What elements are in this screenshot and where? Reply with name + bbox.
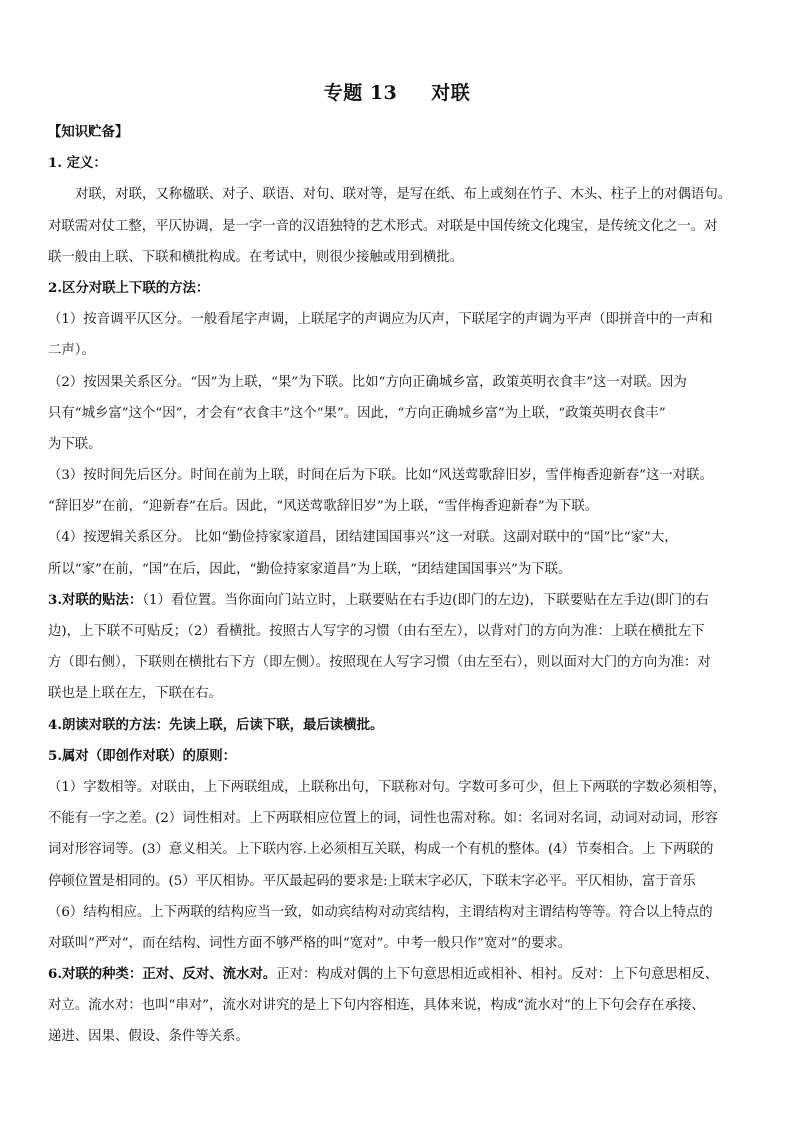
document-body xyxy=(48,117,748,1053)
text-line xyxy=(48,304,748,335)
text-line xyxy=(48,522,748,553)
section-heading xyxy=(48,117,748,148)
section-heading xyxy=(48,273,748,304)
text-line xyxy=(48,585,748,616)
page-title xyxy=(0,78,794,105)
text-line xyxy=(48,554,748,585)
text-line xyxy=(48,990,748,1021)
line-text: 对联，对联，又称楹联、对子、联语、对句、联对等，是写在纸、布上或刻在竹子、木头、柱子上的对偶语句。 xyxy=(75,187,732,203)
text-line xyxy=(48,866,748,897)
text-line xyxy=(48,491,748,522)
line-text: （4）按逻辑关系区分。 比如“勤俭持家家道昌，团结建国国事兴”这一对联。这副对联中的“国”比“家”大， xyxy=(48,530,678,546)
text-line xyxy=(48,367,748,398)
text-line xyxy=(48,211,748,242)
line-text: 词对形容词等。(3）意义相关。上下联内容.上必须相互关联，构成一个有机的整体。(4）节奏相合。上 下两联的 xyxy=(48,842,714,858)
line-text: 为下联。 xyxy=(48,436,102,452)
line-text: 对联需对仗工整，平仄协调，是一字一音的汉语独特的艺术形式。对联是中国传统文化瑰宝，是传统文化之一。对 xyxy=(48,218,718,234)
text-line xyxy=(48,429,748,460)
text-line xyxy=(48,803,748,834)
line-text: （1）看位置。当你面向门站立时，上联要贴在右手边(即门的左边)，下联要贴在左手边(即门的右 xyxy=(142,592,709,608)
text-line xyxy=(48,772,748,803)
line-text: （2）按因果关系区分。“因”为上联，“果”为下联。比如“方向正确城乡富，政策英明衣食丰”这一对联。因为 xyxy=(48,374,687,390)
bold-lead: 2.区分对联上下联的方法： xyxy=(48,279,210,296)
line-text: 对联叫”严对”，而在结构、词性方面不够严格的叫“宽对”。中考一般只作”宽对”的要求。 xyxy=(48,935,572,951)
text-line xyxy=(48,616,748,647)
bold-lead: 3.对联的贴法： xyxy=(48,591,143,608)
bold-lead: 4.朗读对联的方法：先读上联，后读下联，最后读横批。 xyxy=(48,716,384,733)
line-text: 递进、因果、假设、条件等关系。 xyxy=(48,1029,249,1045)
line-text: 停顿位置是相同的。(5）平仄相协。平仄最起码的要求是:上联末字必仄，下联末字必平。平仄相协，富于音乐 xyxy=(48,873,696,889)
line-text: （1）字数相等。对联由，上下两联组成，上联称出句，下联称对句。字数可多可少，但上下两联的字数必须相等， xyxy=(48,779,727,795)
text-line xyxy=(48,242,748,273)
line-text: 二声）。 xyxy=(48,343,95,359)
line-text: 所以“家”在前，“国”在后，因此，“勤俭持家家道昌”为上联，“团结建国国事兴”为下联。 xyxy=(48,561,572,577)
bold-lead: 【知识贮备】 xyxy=(48,124,129,140)
text-line xyxy=(48,335,748,366)
line-text: 正对：构成对偶的上下句意思相近或相补、相衬。反对：上下句意思相反、 xyxy=(276,967,719,983)
line-text: 对立。流水对：也叫“串对”，流水对讲究的是上下句内容相连，具体来说，构成“流水对”的上下句会存在承接、 xyxy=(48,998,705,1014)
line-text: （1）按音调平仄区分。一般看尾字声调，上联尾字的声调应为仄声，下联尾字的声调为平声（即拼音中的一声和 xyxy=(48,312,713,328)
title-topic: 对联 xyxy=(431,82,471,104)
title-prefix: 专题 13 xyxy=(323,82,398,104)
text-line xyxy=(48,460,748,491)
section-heading xyxy=(48,148,748,179)
bold-lead: 1. 定义： xyxy=(48,155,107,172)
line-text: 联也是上联在左，下联在右。 xyxy=(48,686,223,702)
line-text: （3）按时间先后区分。时间在前为上联，时间在后为下联。比如“风送莺歌辞旧岁，雪伴梅香迎新春”这一对联。 xyxy=(48,468,713,484)
text-line xyxy=(48,398,748,429)
line-text: 联一般由上联、下联和横批构成。在考试中，则很少接触或用到横批。 xyxy=(48,249,464,265)
text-line xyxy=(48,928,748,959)
line-text: （6）结构相应。上下两联的结构应当一致，如动宾结构对动宾结构，主谓结构对主谓结构等等。符合以上特点的 xyxy=(48,904,713,920)
line-text: 方（即右侧），下联则在横批右下方（即左侧）。按照现在人写字习惯（由左至右），则以面对大门的方向为准：对 xyxy=(48,655,711,671)
text-line xyxy=(48,897,748,928)
text-line xyxy=(48,179,748,210)
line-text: 只有“城乡富”这个“因”，才会有“衣食丰”这个“果”。因此，“方向正确城乡富”为上联，“政策英明衣食丰” xyxy=(48,405,666,421)
bold-lead: 5.属对（即创作对联）的原则： xyxy=(48,747,237,764)
bold-lead: 6.对联的种类：正对、反对、流水对。 xyxy=(48,966,277,983)
line-text: “辞旧岁”在前，“迎新春”在后。因此，“风送莺歌辞旧岁”为上联，“雪伴梅香迎新春”为下联。 xyxy=(48,499,599,515)
text-line xyxy=(48,834,748,865)
section-heading xyxy=(48,710,748,741)
line-text: 不能有一字之差。(2）词性相对。上下两联相应位置上的词，词性也需对称。如：名词对名词，动词对动词，形容 xyxy=(48,811,718,827)
text-line xyxy=(48,678,748,709)
line-text: 边)，上下联不可贴反；（2）看横批。按照古人写字的习惯（由右至左），以背对门的方向为准：上联在横批左下 xyxy=(48,624,705,639)
text-line xyxy=(48,959,748,990)
text-line xyxy=(48,1021,748,1052)
text-line xyxy=(48,647,748,678)
section-heading xyxy=(48,741,748,772)
